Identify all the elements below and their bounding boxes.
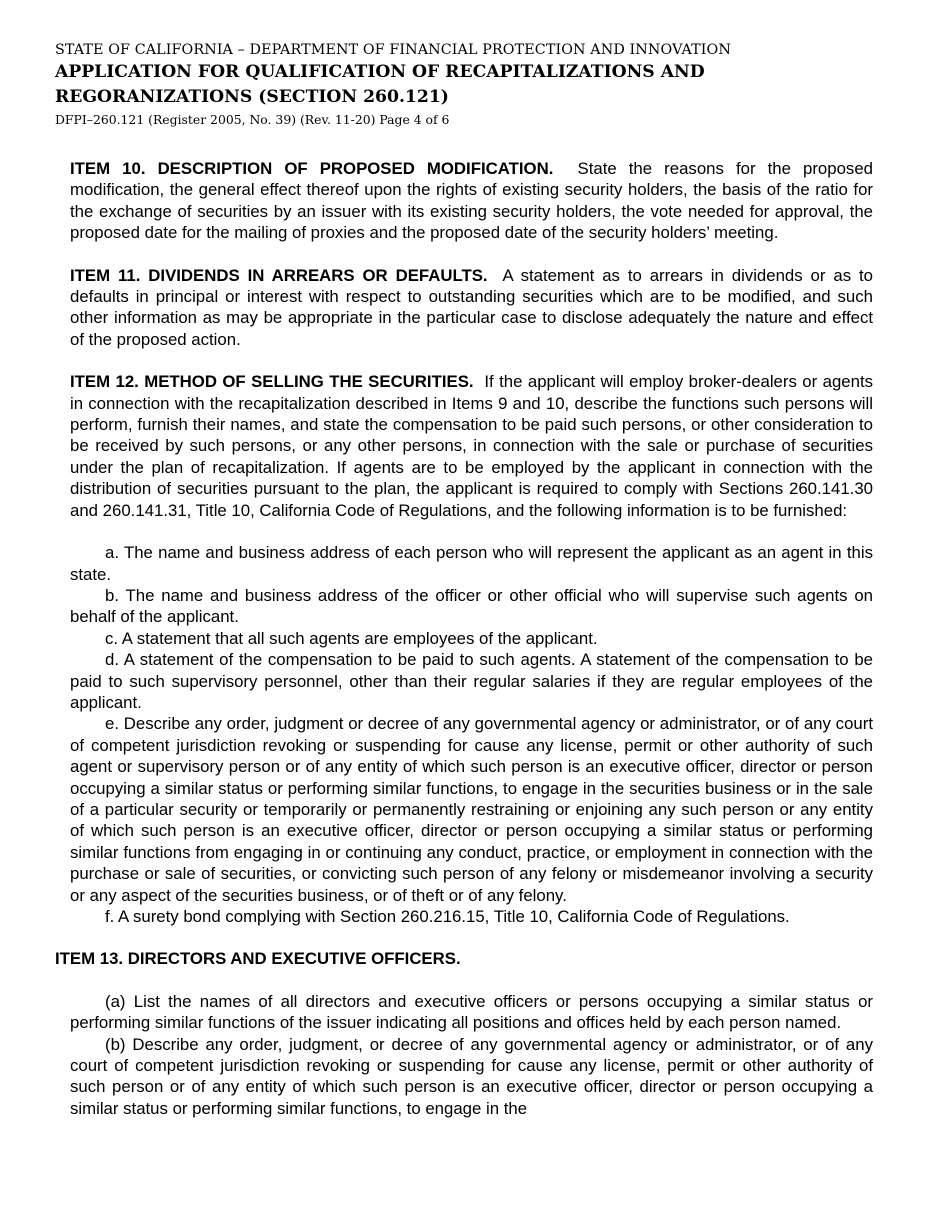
item-12-text: If the applicant will employ broker-dealers or agents in connection with the recapitalization described in Items 9 and 10, describe the functions such persons will perform, furnish their names, and state the compensation to be paid such persons, or other consideration to be received by such persons, or any other persons, in connection with the sale or purchase of securities under the plan of recapitalization. If agents are to be employed by the applicant in connection with the distribution of securities pursuant to the plan, the applicant is required to comply with Sections 260.141.30 and 260.141.31, Title 10, California Code of Regulations, and the following information is to be furnished: — [70, 372, 873, 520]
form-title-line-1: APPLICATION FOR QUALIFICATION OF RECAPITALIZATIONS AND — [55, 62, 705, 82]
item-12-subitem-a: a. The name and business address of each person who will represent the applicant as an agent in this state. — [70, 543, 873, 584]
item-13-subitem-b: (b) Describe any order, judgment, or decree of any governmental agency or administrator, or of any court of competent jurisdiction revoking or suspending for cause any license, permit or other authority of such person or of any entity of which such person is an executive officer, director or person occupying a similar status or performing similar functions, to engage in the — [70, 1034, 873, 1118]
item-12-subitem-d: d. A statement of the compensation to be paid to such agents. A statement of the compensation to be paid to such supervisory personnel, other than their regular salaries if they are regular employees of the applicant. — [70, 650, 873, 712]
document-body — [55, 158, 873, 1119]
item-11-paragraph — [70, 265, 873, 351]
item-11-text: A statement as to arrears in dividends or as to defaults in principal or interest with respect to outstanding securities which are to be modified, and such other information as may be appropriate in the particular case to disclose adequately the nature and effect of the proposed action. — [70, 265, 873, 349]
item-12-subitem-b: b. The name and business address of the officer or other official who will supervise such agents on behalf of the applicant. — [70, 585, 873, 627]
item-12-subitem-c: c. A statement that all such agents are employees of the applicant. — [105, 628, 598, 648]
item-10-text: State the reasons for the proposed modification, the general effect thereof upon the rights of existing security holders, the basis of the ratio for the exchange of securities by an issuer with its existing security holders, the vote needed for approval, the proposed date for the mailing of proxies and the proposed date of the security holders’ meeting. — [70, 159, 873, 243]
item-10-paragraph — [70, 158, 873, 244]
item-10-heading: ITEM 10. DESCRIPTION OF PROPOSED MODIFICATION. — [70, 159, 554, 178]
item-12-subitem-e: e. Describe any order, judgment or decree of any governmental agency or administrator, or of any court of competent jurisdiction revoking or suspending for cause any license, permit or other authority of such agent or supervisory person or of any entity of which such person is an executive officer, director or person occupying a similar status or performing similar functions, to engage in the securities business or in the sale of a particular security or temporarily or permanently restraining or enjoining any such person or any entity of which such person is an executive officer, director or person occupying a similar status or performing similar functions from engaging in or continuing any conduct, practice, or employment in connection with the purchase or sale of securities, or convicting such person of any felony or misdemeanor involving a security or any aspect of the securities business, or of theft or of any felony. — [70, 714, 873, 905]
item-13-heading: ITEM 13. DIRECTORS AND EXECUTIVE OFFICERS. — [55, 949, 461, 969]
form-title-line-2: REGORANIZATIONS (SECTION 260.121) — [55, 87, 449, 107]
item-12-paragraph — [70, 371, 873, 521]
form-header — [55, 41, 915, 128]
item-13-subitem-a: (a) List the names of all directors and executive officers or persons occupying a similar status or performing similar functions of the issuer indicating all positions and offices held by each person named. — [70, 991, 873, 1033]
item-12-heading: ITEM 12. METHOD OF SELLING THE SECURITIES. — [70, 372, 474, 392]
agency-name: STATE OF CALIFORNIA – DEPARTMENT OF FINANCIAL PROTECTION AND INNOVATION — [55, 42, 731, 58]
item-12-subitem-f: f. A surety bond complying with Section 260.216.15, Title 10, California Code of Regulations. — [105, 907, 790, 926]
form-reference: DFPI–260.121 (Register 2005, No. 39) (Rev. 11-20) Page 4 of 6 — [55, 112, 450, 127]
item-11-heading: ITEM 11. DIVIDENDS IN ARREARS OR DEFAULTS. — [70, 265, 488, 285]
